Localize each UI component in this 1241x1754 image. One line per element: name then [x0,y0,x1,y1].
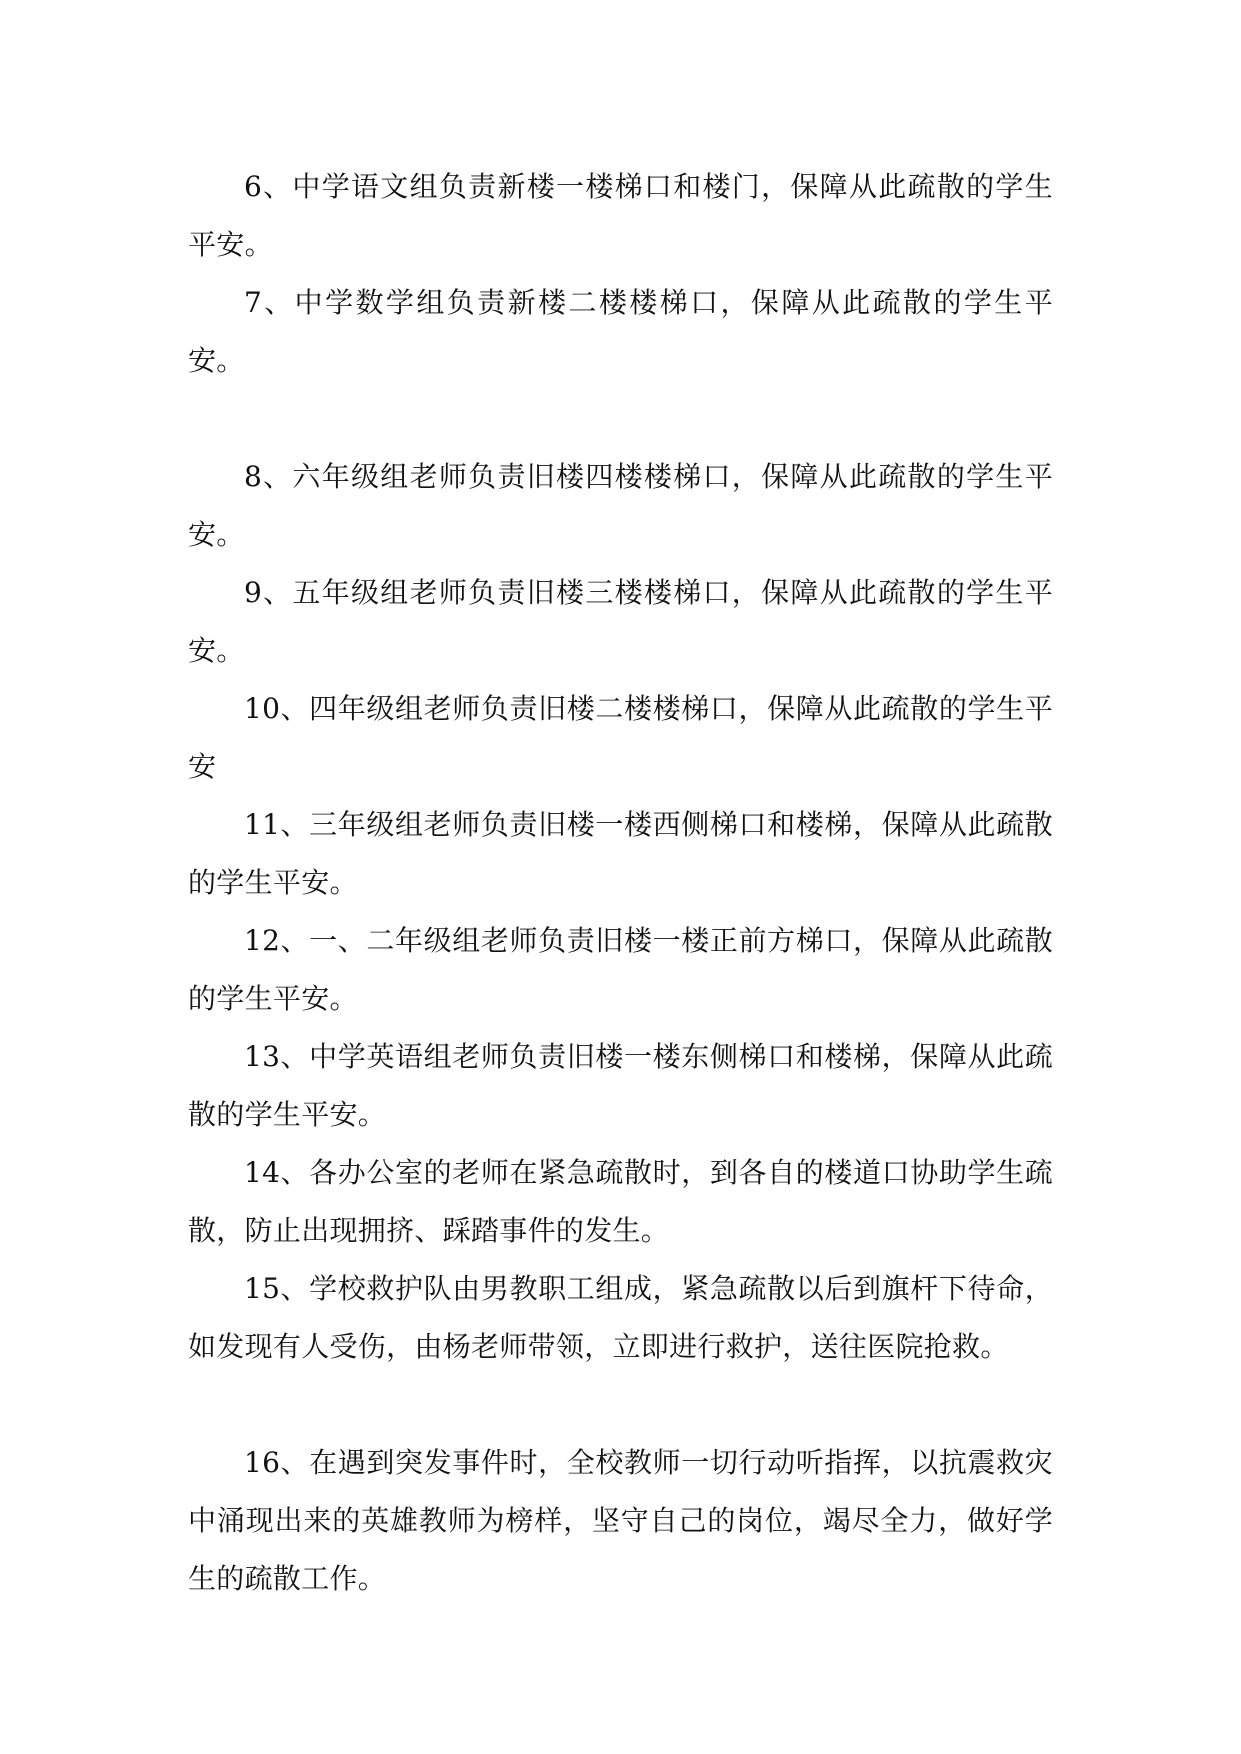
paragraph-16: 16、在遇到突发事件时，全校教师一切行动听指挥，以抗震救灾中涌现出来的英雄教师为榜样，坚守自己的岗位，竭尽全力，做好学生的疏散工作。 [188,1446,1053,1595]
paragraph-9: 9、五年级组老师负责旧楼三楼楼梯口，保障从此疏散的学生平安。 [188,576,1053,667]
paragraph-15: 15、学校救护队由男教职工组成，紧急疏散以后到旗杆下待命，如发现有人受伤，由杨老师带领，立即进行救护，送往医院抢救。 [188,1272,1053,1363]
paragraph-14: 14、各办公室的老师在紧急疏散时，到各自的楼道口协助学生疏散，防止出现拥挤、踩踏事件的发生。 [188,1156,1053,1247]
paragraph-12: 12、一、二年级组老师负责旧楼一楼正前方梯口，保障从此疏散的学生平安。 [188,924,1053,1015]
paragraph-10: 10、四年级组老师负责旧楼二楼楼梯口，保障从此疏散的学生平安 [188,692,1053,783]
paragraph-6: 6、中学语文组负责新楼一楼梯口和楼门，保障从此疏散的学生平安。 [188,170,1053,261]
paragraph-13: 13、中学英语组老师负责旧楼一楼东侧梯口和楼梯，保障从此疏散的学生平安。 [188,1040,1053,1131]
paragraph-11: 11、三年级组老师负责旧楼一楼西侧梯口和楼梯，保障从此疏散的学生平安。 [188,808,1053,899]
paragraph-7: 7、中学数学组负责新楼二楼楼梯口，保障从此疏散的学生平安。 [188,286,1053,377]
document-body [188,158,1053,1608]
paragraph-8: 8、六年级组老师负责旧楼四楼楼梯口，保障从此疏散的学生平安。 [188,460,1053,551]
